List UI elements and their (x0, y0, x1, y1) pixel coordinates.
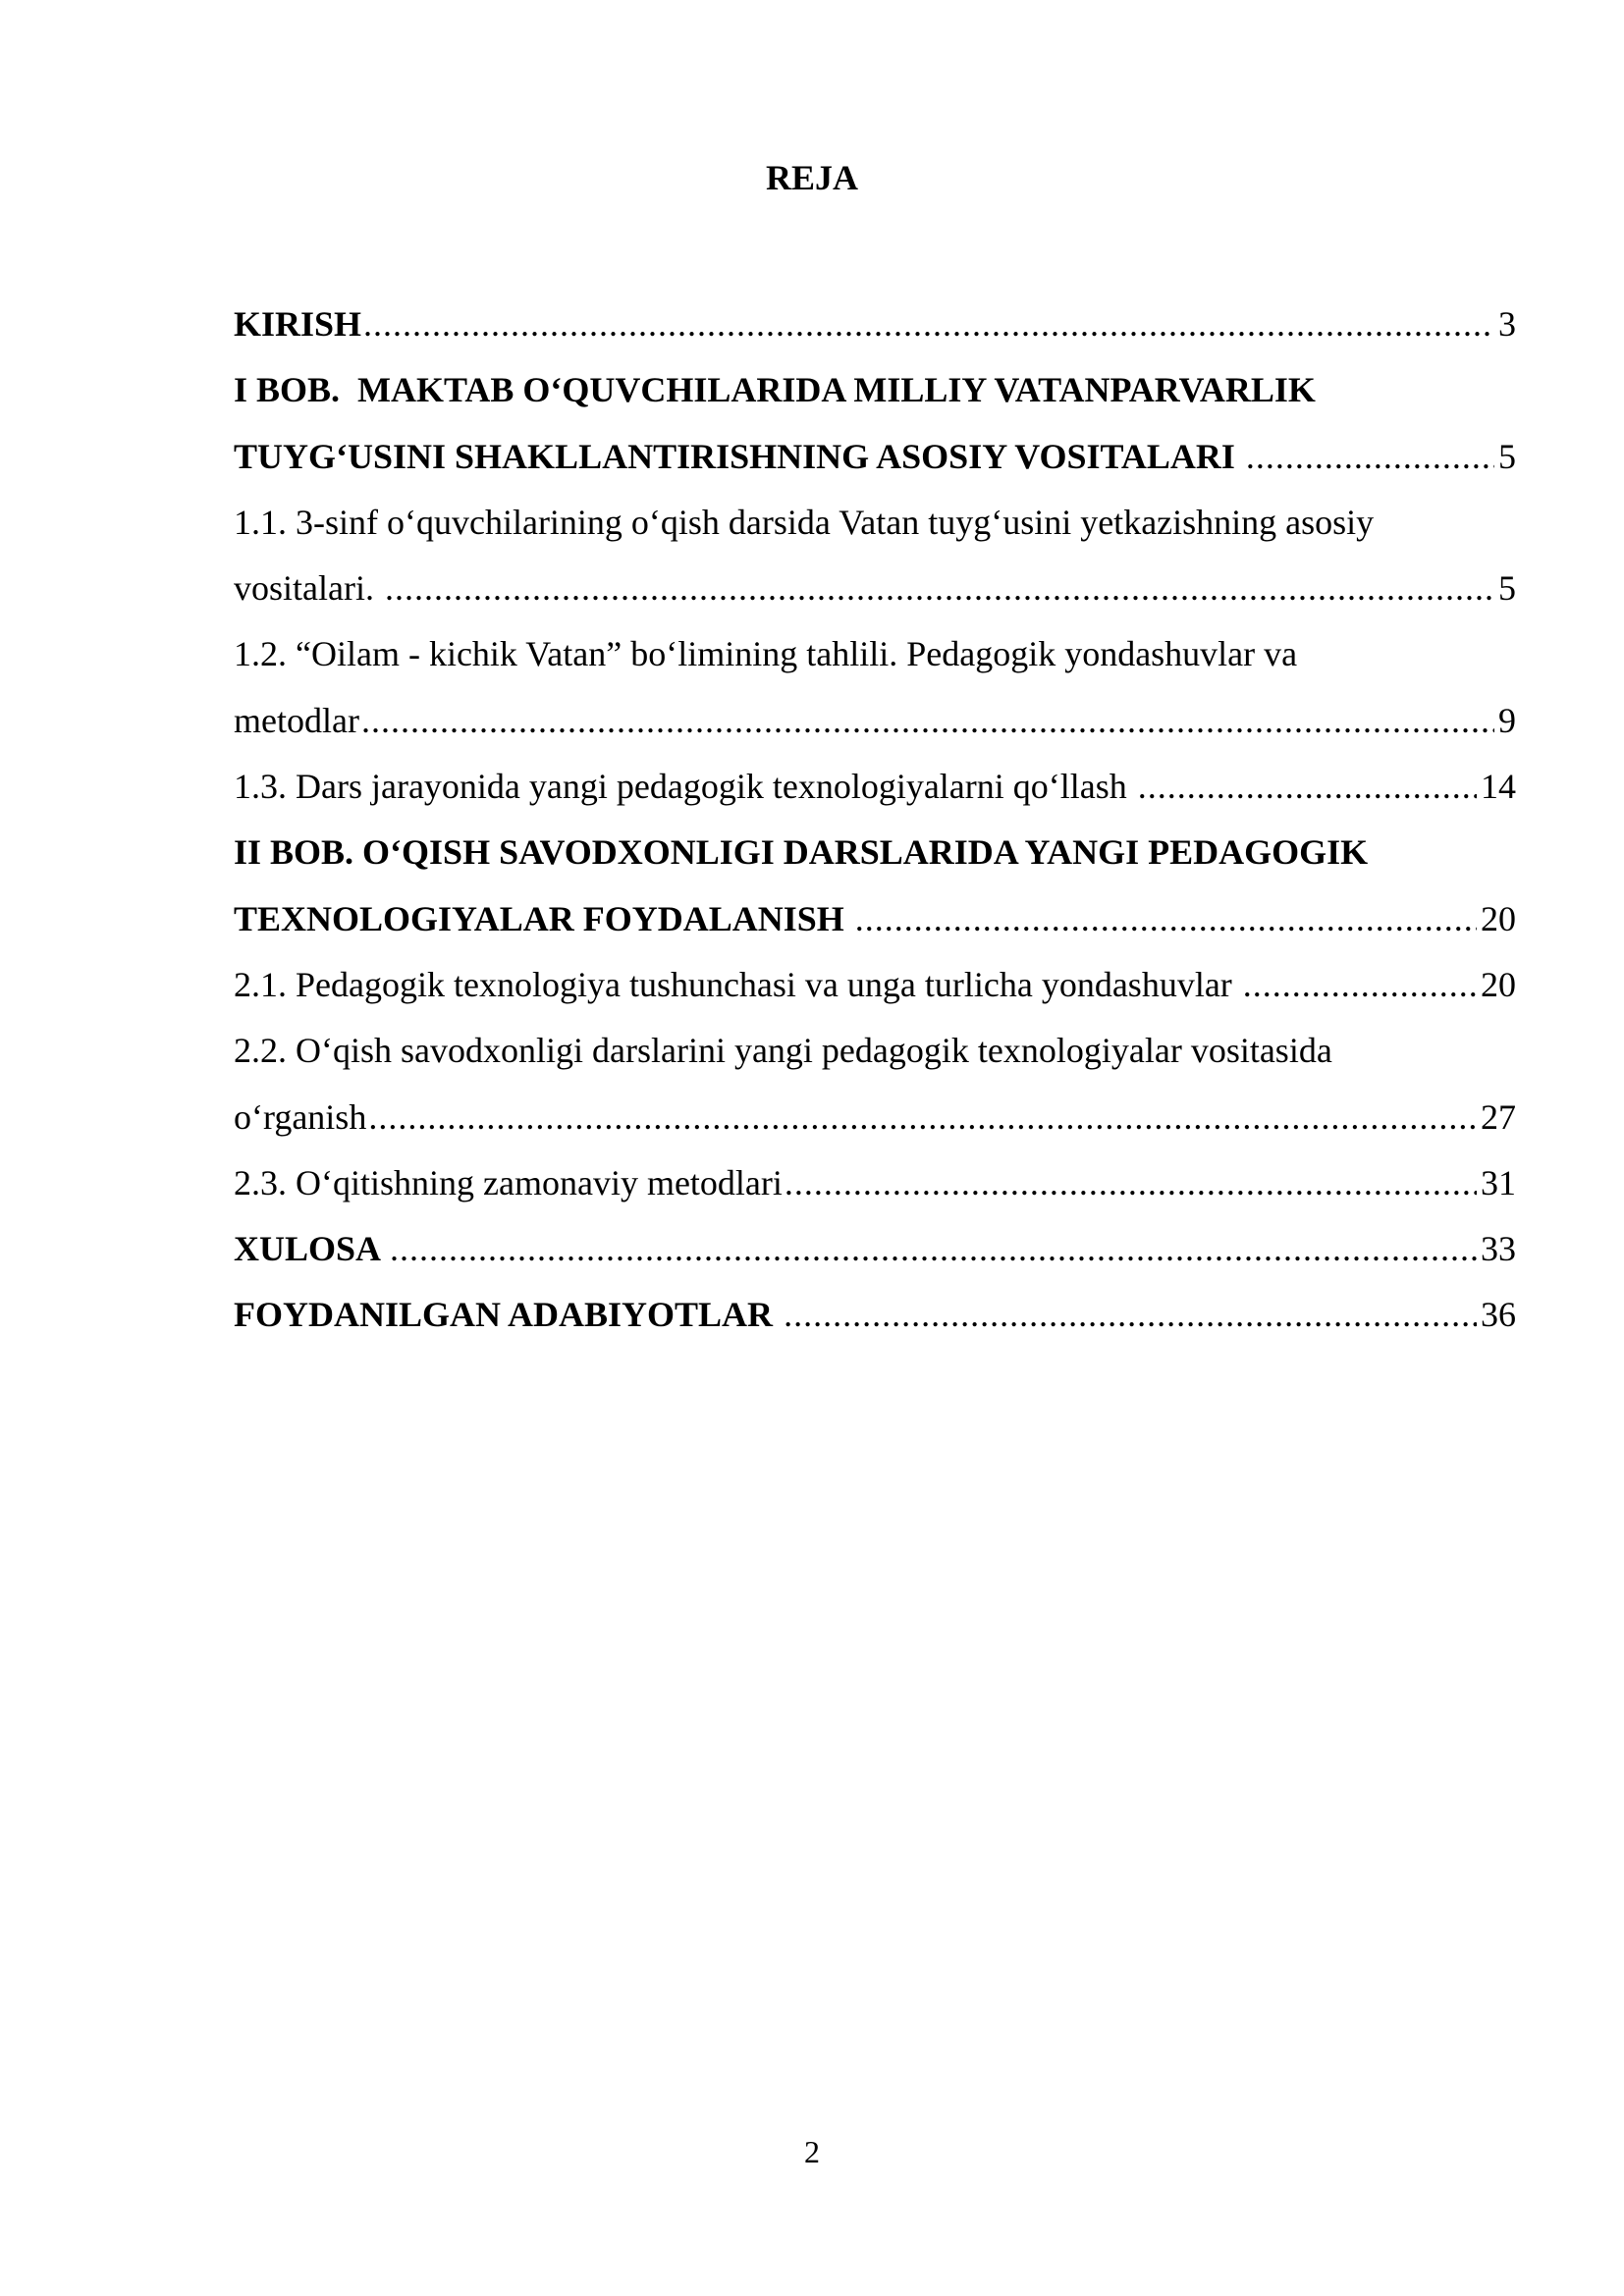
toc-leader-dots (363, 292, 1494, 357)
toc-entry-text: o‘rganish (234, 1096, 367, 1137)
toc-entry-text: XULOSA (234, 1229, 389, 1269)
toc-entry-page: 14 (1481, 767, 1516, 807)
toc-entry-page: 9 (1498, 700, 1516, 740)
page-title: REJA (765, 158, 858, 197)
toc-leader-dots (785, 1150, 1477, 1216)
toc-entry-page: 20 (1481, 964, 1516, 1004)
toc-entry-page: 36 (1481, 1295, 1516, 1335)
toc-entry-page: 31 (1481, 1162, 1516, 1202)
toc-entry-adabiyotlar[interactable] (234, 1282, 1516, 1348)
toc-entry-page: 33 (1481, 1229, 1516, 1269)
toc-entry-page: 5 (1498, 436, 1516, 476)
toc-entry-chapter-1-line-1[interactable] (234, 357, 1516, 423)
toc-entry-chapter-1-line-2[interactable] (234, 424, 1516, 490)
toc-leader-dots (390, 1216, 1477, 1282)
toc-entry-chapter-2-line-2[interactable] (234, 886, 1516, 952)
toc-entry-text: 2.3. O‘qitishning zamonaviy metodlari (234, 1162, 783, 1202)
toc-entry-section-2-1[interactable] (234, 952, 1516, 1018)
toc-entry-text: II BOB. O‘QISH SAVODXONLIGI DARSLARIDA YANGI PEDAGOGIK (234, 832, 1369, 873)
toc-entry-section-2-2-line-2[interactable] (234, 1085, 1516, 1150)
toc-entry-text: 1.2. “Oilam - kichik Vatan” bo‘limining tahlili. Pedagogik yondashuvlar va (234, 634, 1298, 674)
toc-entry-text: vositalari. (234, 568, 383, 609)
toc-entry-section-1-1-line-1[interactable] (234, 490, 1516, 556)
toc-entry-section-2-2-line-1[interactable] (234, 1018, 1516, 1084)
toc-entry-chapter-2-line-1[interactable] (234, 820, 1516, 885)
toc-entry-text: 1.3. Dars jarayonida yangi pedagogik texnologiyalarni qo‘llash (234, 767, 1136, 807)
toc-entry-text: FOYDANILGAN ADABIYOTLAR (234, 1295, 783, 1335)
toc-entry-kirish[interactable] (234, 292, 1516, 357)
toc-entry-text: I BOB. MAKTAB O‘QUVCHILARIDA MILLIY VATANPARVARLIK (234, 370, 1316, 410)
toc-entry-text: 2.1. Pedagogik texnologiya tushunchasi va unga turlicha yondashuvlar (234, 964, 1241, 1004)
toc-entry-page: 3 (1498, 304, 1516, 344)
toc-entry-page: 5 (1498, 568, 1516, 609)
page-number: 2 (804, 2134, 820, 2169)
toc-entry-xulosa[interactable] (234, 1216, 1516, 1282)
toc-entry-section-1-2-line-1[interactable] (234, 621, 1516, 687)
toc-entry-section-1-2-line-2[interactable] (234, 688, 1516, 754)
toc-entry-text: 1.1. 3-sinf o‘quvchilarining o‘qish darsida Vatan tuyg‘usini yetkazishning asosiy (234, 502, 1375, 542)
toc-entry-section-1-1-line-2[interactable] (234, 556, 1516, 621)
toc-leader-dots (368, 1085, 1477, 1150)
toc-entry-text: 2.2. O‘qish savodxonligi darslarini yangi pedagogik texnologiyalar vositasida (234, 1031, 1332, 1071)
toc-entry-section-2-3[interactable] (234, 1150, 1516, 1216)
toc-entry-text: TEXNOLOGIYALAR FOYDALANISH (234, 898, 853, 938)
toc-entry-text: TUYG‘USINI SHAKLLANTIRISHNING ASOSIY VOSITALARI (234, 436, 1244, 476)
toc-leader-dots (1138, 754, 1477, 820)
toc-entry-text: KIRISH (234, 304, 362, 344)
toc-leader-dots (855, 886, 1477, 952)
toc-leader-dots (361, 688, 1494, 754)
toc-entry-text: metodlar (234, 700, 359, 740)
toc-entry-page: 27 (1481, 1096, 1516, 1137)
toc-leader-dots (1246, 424, 1494, 490)
toc-leader-dots (385, 556, 1494, 621)
table-of-contents (234, 292, 1516, 1349)
toc-entry-section-1-3[interactable] (234, 754, 1516, 820)
toc-leader-dots (1243, 952, 1477, 1018)
toc-entry-page: 20 (1481, 898, 1516, 938)
toc-leader-dots (784, 1282, 1477, 1348)
